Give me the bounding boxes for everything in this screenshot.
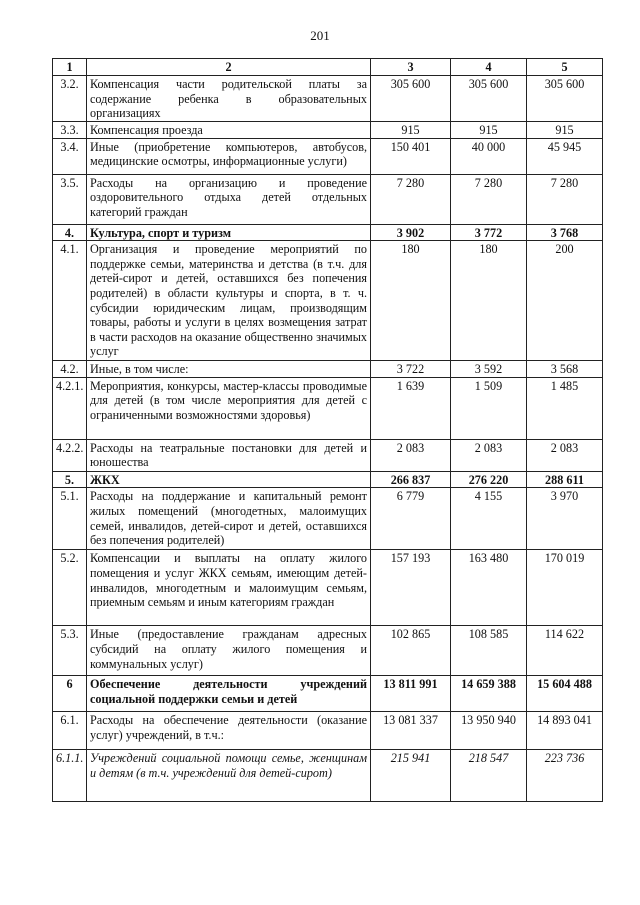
row-code: 6.1.1.	[53, 750, 87, 802]
row-value-col4: 40 000	[451, 138, 527, 174]
table-row	[53, 122, 603, 139]
row-code: 4.2.2.	[53, 439, 87, 471]
row-code: 3.4.	[53, 138, 87, 174]
row-name: Компенсация проезда	[87, 122, 371, 139]
row-code: 4.2.1.	[53, 377, 87, 439]
table-row	[53, 174, 603, 224]
row-value-col3: 157 193	[371, 550, 451, 626]
row-code: 4.1.	[53, 241, 87, 361]
row-code: 3.3.	[53, 122, 87, 139]
row-value-col4: 915	[451, 122, 527, 139]
row-value-col4: 218 547	[451, 750, 527, 802]
row-value-col5: 15 604 488	[527, 676, 603, 712]
row-value-col3: 2 083	[371, 439, 451, 471]
row-name: Культура, спорт и туризм	[87, 224, 371, 241]
row-code: 5.1.	[53, 488, 87, 550]
row-name: Иные (предоставление гражданам адресных субсидий на оплату жилого помещения и коммунальных услуг)	[87, 626, 371, 676]
row-value-col3: 305 600	[371, 76, 451, 122]
row-code: 5.	[53, 471, 87, 488]
row-value-col3: 3 722	[371, 361, 451, 378]
row-value-col5: 2 083	[527, 439, 603, 471]
row-value-col5: 288 611	[527, 471, 603, 488]
row-value-col3: 180	[371, 241, 451, 361]
row-value-col4: 180	[451, 241, 527, 361]
row-value-col3: 13 811 991	[371, 676, 451, 712]
row-value-col4: 14 659 388	[451, 676, 527, 712]
row-code: 6.1.	[53, 712, 87, 750]
row-value-col4: 305 600	[451, 76, 527, 122]
table-row	[53, 626, 603, 676]
row-value-col3: 6 779	[371, 488, 451, 550]
table-row	[53, 377, 603, 439]
row-name: Учреждений социальной помощи семье, женщинам и детям (в т.ч. учреждений для детей-сирот)	[87, 750, 371, 802]
row-value-col4: 2 083	[451, 439, 527, 471]
row-code: 6	[53, 676, 87, 712]
row-name: Компенсация части родительской платы за содержание ребенка в образовательных организациях	[87, 76, 371, 122]
column-header: 5	[527, 59, 603, 76]
table-row	[53, 138, 603, 174]
row-name: Мероприятия, конкурсы, мастер-классы проводимые для детей (в том числе мероприятия для детей с ограниченными возможностями здоровья)	[87, 377, 371, 439]
row-name: Расходы на поддержание и капитальный ремонт жилых помещений (многодетных, малоимущих семей, инвалидов, детей-сирот и детей, оставшихся без попечения родителей)	[87, 488, 371, 550]
row-value-col4: 1 509	[451, 377, 527, 439]
row-name: Расходы на организацию и проведение оздоровительного отдыха детей отдельных категорий граждан	[87, 174, 371, 224]
row-value-col5: 170 019	[527, 550, 603, 626]
row-value-col3: 1 639	[371, 377, 451, 439]
table-row	[53, 361, 603, 378]
row-value-col3: 7 280	[371, 174, 451, 224]
row-value-col5: 3 970	[527, 488, 603, 550]
row-value-col5: 223 736	[527, 750, 603, 802]
row-value-col4: 3 592	[451, 361, 527, 378]
row-value-col3: 3 902	[371, 224, 451, 241]
row-value-col5: 3 568	[527, 361, 603, 378]
row-name: Компенсации и выплаты на оплату жилого помещения и услуг ЖКХ семьям, имеющим детей-инвалидов, многодетным и малоимущим семьям, приемным семьям и иным категориям граждан	[87, 550, 371, 626]
column-header: 2	[87, 59, 371, 76]
row-code: 3.5.	[53, 174, 87, 224]
row-value-col5: 3 768	[527, 224, 603, 241]
row-value-col4: 276 220	[451, 471, 527, 488]
column-header: 3	[371, 59, 451, 76]
budget-table	[52, 58, 603, 802]
table-row	[53, 241, 603, 361]
row-value-col3: 13 081 337	[371, 712, 451, 750]
row-value-col3: 915	[371, 122, 451, 139]
row-value-col5: 45 945	[527, 138, 603, 174]
table-row	[53, 471, 603, 488]
page-number: 201	[310, 28, 330, 43]
row-value-col4: 7 280	[451, 174, 527, 224]
row-value-col5: 200	[527, 241, 603, 361]
row-value-col4: 3 772	[451, 224, 527, 241]
row-name: Иные, в том числе:	[87, 361, 371, 378]
row-value-col5: 114 622	[527, 626, 603, 676]
row-name: Иные (приобретение компьютеров, автобусов, медицинские осмотры, информационные услуги)	[87, 138, 371, 174]
row-value-col5: 915	[527, 122, 603, 139]
row-name: Обеспечение деятельности учреждений социальной поддержки семьи и детей	[87, 676, 371, 712]
row-code: 4.2.	[53, 361, 87, 378]
row-name: ЖКХ	[87, 471, 371, 488]
row-name: Организация и проведение мероприятий по поддержке семьи, материнства и детства (в т.ч. для детей-сирот и детей, оставшихся без попечения родителей) в области культуры и спорта, в т. ч. субсидии юридическим лицам, производящим товары, работы и услуги в целях возмещения затрат в части расходов на оказание общественно значимых услуг	[87, 241, 371, 361]
row-value-col4: 108 585	[451, 626, 527, 676]
column-header: 1	[53, 59, 87, 76]
row-value-col5: 305 600	[527, 76, 603, 122]
column-header: 4	[451, 59, 527, 76]
table-row	[53, 676, 603, 712]
table-row	[53, 712, 603, 750]
row-value-col3: 266 837	[371, 471, 451, 488]
row-value-col3: 215 941	[371, 750, 451, 802]
row-value-col4: 163 480	[451, 550, 527, 626]
row-value-col5: 14 893 041	[527, 712, 603, 750]
row-code: 5.3.	[53, 626, 87, 676]
row-value-col5: 1 485	[527, 377, 603, 439]
table-row	[53, 439, 603, 471]
table-row	[53, 750, 603, 802]
row-value-col5: 7 280	[527, 174, 603, 224]
table-row	[53, 550, 603, 626]
row-value-col3: 102 865	[371, 626, 451, 676]
row-value-col3: 150 401	[371, 138, 451, 174]
table-header-row	[53, 59, 603, 76]
table-row	[53, 76, 603, 122]
row-name: Расходы на обеспечение деятельности (оказание услуг) учреждений, в т.ч.:	[87, 712, 371, 750]
row-code: 5.2.	[53, 550, 87, 626]
row-value-col4: 13 950 940	[451, 712, 527, 750]
row-code: 3.2.	[53, 76, 87, 122]
row-name: Расходы на театральные постановки для детей и юношества	[87, 439, 371, 471]
row-value-col4: 4 155	[451, 488, 527, 550]
table-row	[53, 224, 603, 241]
row-code: 4.	[53, 224, 87, 241]
table-row	[53, 488, 603, 550]
